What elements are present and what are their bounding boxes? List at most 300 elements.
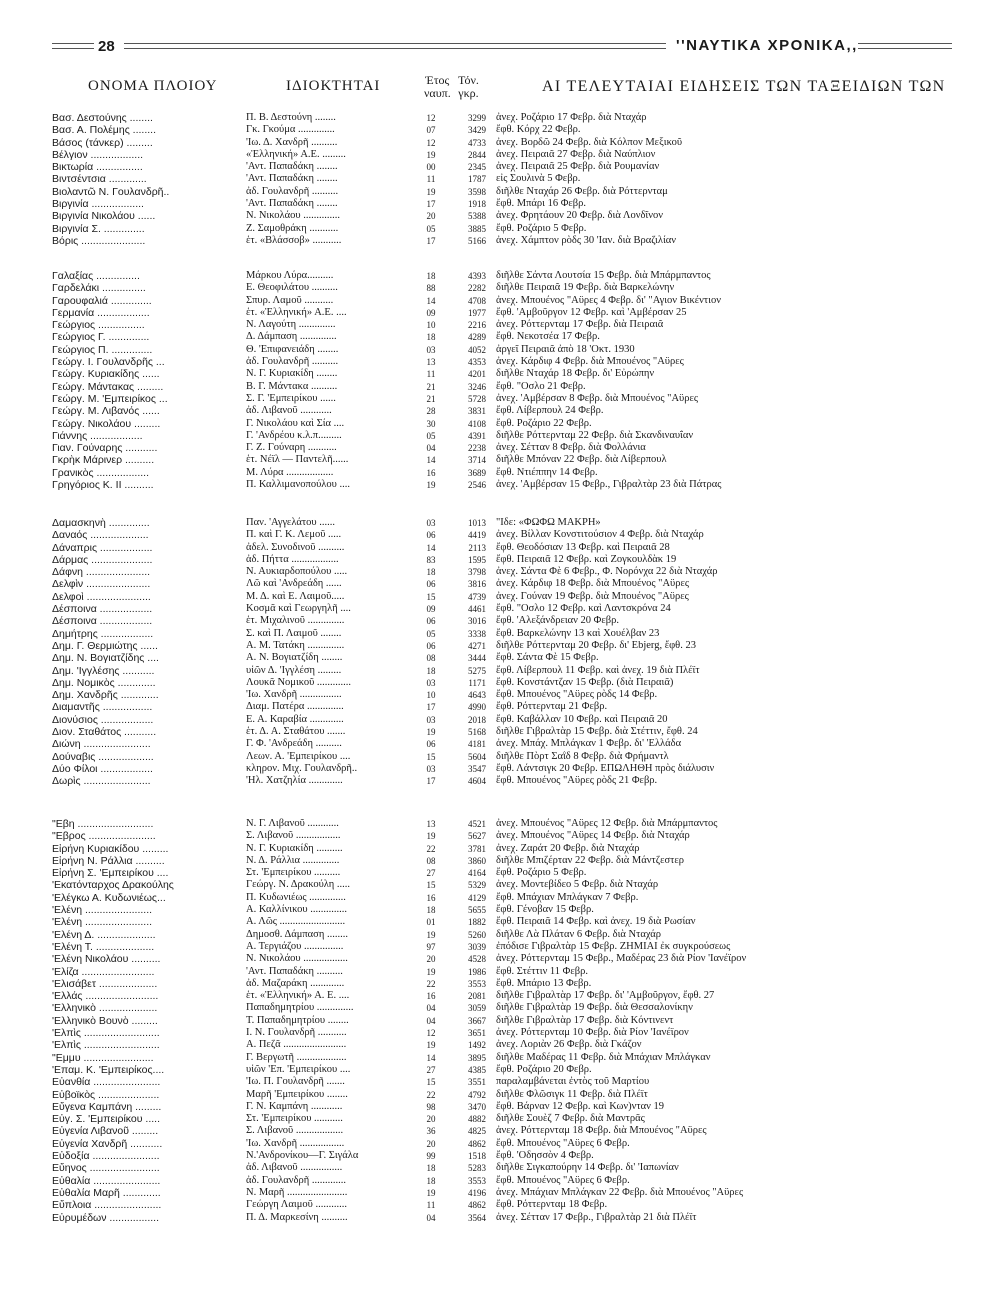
ship-owner: ἑτ. «Βλάσσοβ» ........... bbox=[246, 234, 342, 246]
ship-row bbox=[0, 1113, 1000, 1125]
ship-latest-news: ἔφθ. Καβάλλαν 10 Φεβρ. καὶ Πειραιᾶ 20 bbox=[496, 713, 668, 725]
ship-name: Διαμαντῆς ................. bbox=[52, 701, 153, 714]
column-header-year-bottom: ναυπ. bbox=[424, 86, 451, 100]
ship-tonnage: 4461 bbox=[468, 604, 486, 615]
ship-name: Εὐρυμέδων ................. bbox=[52, 1211, 159, 1224]
ship-year-built: 19 bbox=[426, 929, 436, 940]
ship-owner: υἱῶν 'Επ. 'Εμπειρίκου .... bbox=[246, 1063, 351, 1075]
ship-year-built: 15 bbox=[426, 1077, 436, 1088]
ship-tonnage: 3470 bbox=[468, 1101, 486, 1112]
ship-year-built: 17 bbox=[426, 776, 436, 787]
column-header-tons-bottom: γκρ. bbox=[458, 86, 479, 100]
ship-tonnage: 2113 bbox=[468, 542, 486, 553]
ship-latest-news: ἀργεῖ Πειραιᾶ ἀπὸ 18 'Οκτ. 1930 bbox=[496, 343, 635, 355]
ship-owner: 'Ηλ. Χατζηλία ............. bbox=[246, 775, 343, 787]
ship-latest-news: ἀνεχ. Μπάχ. Μπλάγκαν 1 Φεβρ. δι' 'Ελλάδα bbox=[496, 738, 682, 750]
ship-row bbox=[0, 137, 1000, 149]
ship-owner: Π. καὶ Γ. Κ. Λεμοῦ ..... bbox=[246, 529, 342, 541]
ship-row bbox=[0, 941, 1000, 953]
ship-name: 'Ελπὶς .......................... bbox=[52, 1027, 160, 1040]
ship-row bbox=[0, 867, 1000, 879]
ship-tonnage: 3885 bbox=[468, 223, 486, 234]
ship-owner: Σ. Λιβανοῦ .................. bbox=[246, 1125, 344, 1137]
ship-row bbox=[0, 198, 1000, 210]
ship-year-built: 18 bbox=[426, 1163, 436, 1174]
ship-name: Δέσποινα .................. bbox=[52, 603, 153, 616]
ship-row bbox=[0, 1039, 1000, 1051]
ship-name: Εἰρήνη Κυριακίδου ......... bbox=[52, 842, 169, 855]
ship-tonnage: 5168 bbox=[468, 727, 486, 738]
ship-owner: κληρον. Μιχ. Γουλανδρῆ.. bbox=[246, 762, 358, 774]
ship-tonnage: 3553 bbox=[468, 978, 486, 989]
ship-latest-news: ἔφθ. Ρόττερνταμ 21 Φεβρ. bbox=[496, 701, 608, 713]
ship-row bbox=[0, 904, 1000, 916]
ship-row bbox=[0, 701, 1000, 713]
ship-tonnage: 2216 bbox=[468, 320, 486, 331]
ship-tonnage: 4990 bbox=[468, 702, 486, 713]
ship-name: Δάναπρις .................. bbox=[52, 541, 153, 554]
ship-year-built: 22 bbox=[426, 978, 436, 989]
ship-row bbox=[0, 640, 1000, 652]
ship-latest-news: ἀνεχ. Μπουένος "Αϋρες 14 Φεβρ. διὰ Νταχάρ bbox=[496, 830, 690, 842]
ship-tonnage: 4604 bbox=[468, 776, 486, 787]
ship-year-built: 18 bbox=[426, 1175, 436, 1186]
ship-year-built: 16 bbox=[426, 467, 436, 478]
ship-name: Εἰρήνη Σ. 'Εμπειρίκου .... bbox=[52, 867, 169, 880]
ship-name: Δέσποινα .................. bbox=[52, 615, 153, 628]
ship-latest-news: διῆλθε Φλῶσιγκ 11 Φεβρ. διὰ Πλέϊτ bbox=[496, 1088, 648, 1100]
ship-name: Δημήτρης .................. bbox=[52, 627, 154, 640]
ship-row bbox=[0, 1052, 1000, 1064]
ship-owner: Ε. Α. Καραβία ............. bbox=[246, 713, 344, 725]
header-rule-middle bbox=[124, 43, 666, 49]
ship-name: Βιργινία .................. bbox=[52, 198, 144, 211]
ship-year-built: 03 bbox=[426, 518, 436, 528]
ship-owner: Λουκᾶ Νομικοῦ ............. bbox=[246, 676, 352, 688]
ship-latest-news: διῆλθε Γιβραλτὰρ 17 Φεβρ. δι' 'Αμβοῦργον, ἔφθ. 27 bbox=[496, 990, 715, 1002]
ship-row bbox=[0, 892, 1000, 904]
ship-tonnage: 4882 bbox=[468, 1114, 486, 1125]
ship-row bbox=[0, 295, 1000, 307]
ship-name: Βασ. Δεστούνης ........ bbox=[52, 112, 153, 124]
ship-name: Βασ. Α. Πολέμης ........ bbox=[52, 124, 157, 137]
ship-owner: Ν. Γ. Κυριακίδη ........ bbox=[246, 368, 338, 380]
ship-row bbox=[0, 542, 1000, 554]
ship-year-built: 21 bbox=[426, 393, 436, 404]
ship-tonnage: 5260 bbox=[468, 929, 486, 940]
ship-latest-news: ἀνεχ. Πειραιᾶ 27 Φεβρ. διὰ Ναύπλιον bbox=[496, 148, 656, 160]
ship-row bbox=[0, 578, 1000, 590]
ship-tonnage: 2081 bbox=[468, 991, 486, 1002]
ship-owner: Ι. Ν. Γουλανδρῆ ........... bbox=[246, 1027, 347, 1039]
ship-owner: ἑτ. Νέϊλ — Παντελῆ...... bbox=[246, 454, 349, 466]
ship-name: Εἰρήνη Ν. Ράλλια .......... bbox=[52, 854, 165, 867]
ship-row bbox=[0, 1064, 1000, 1076]
ship-year-built: 11 bbox=[426, 1200, 436, 1211]
ship-year-built: 14 bbox=[426, 295, 436, 306]
ship-name: "Εμμυ ........................ bbox=[52, 1051, 154, 1064]
ship-owner: ἑτ. «Ἑλληνική» Α. Ε. .... bbox=[246, 990, 350, 1002]
ship-row bbox=[0, 479, 1000, 491]
ship-name: Βόρις ...................... bbox=[52, 234, 146, 247]
ship-owner: Α. Λῶς ......................... bbox=[246, 916, 346, 928]
ship-owner: Π. Δ. Μαρκεσίνη .......... bbox=[246, 1211, 348, 1223]
ship-tonnage: 4708 bbox=[468, 295, 486, 306]
ship-row bbox=[0, 356, 1000, 368]
ship-year-built: 05 bbox=[426, 430, 436, 441]
ship-row bbox=[0, 855, 1000, 867]
ship-row bbox=[0, 879, 1000, 891]
ship-tonnage: 4201 bbox=[468, 369, 486, 380]
ship-row bbox=[0, 186, 1000, 198]
ship-tonnage: 3689 bbox=[468, 467, 486, 478]
ship-name: "Εβη .......................... bbox=[52, 818, 154, 830]
ship-row bbox=[0, 405, 1000, 417]
ship-tonnage: 4419 bbox=[468, 530, 486, 541]
ship-year-built: 17 bbox=[426, 199, 436, 210]
ship-tonnage: 4733 bbox=[468, 137, 486, 148]
column-header-year-top: Έτος bbox=[425, 73, 450, 87]
ship-owner: 'Αντ. Παπαδάκη ........ bbox=[246, 173, 338, 185]
ship-year-built: 04 bbox=[426, 1003, 436, 1014]
ship-row bbox=[0, 818, 1000, 830]
ship-name: Διον. Σταθάτος ........... bbox=[52, 726, 157, 739]
ship-latest-news: ἔφθ. 'Αμβοῦργον 12 Φεβρ. καὶ 'Αμβέρσαν 25 bbox=[496, 306, 687, 318]
ship-latest-news: ἔφθ. Βαρκελώνην 13 καὶ Χουέλβαν 23 bbox=[496, 627, 660, 639]
ship-name: Εὔγενα Καμπάνη ......... bbox=[52, 1100, 162, 1113]
ship-owner: 'Αντ. Παπαδάκη .......... bbox=[246, 965, 343, 977]
ship-year-built: 01 bbox=[426, 917, 436, 928]
magazine-title: ''ΝΑΥΤΙΚΑ ΧΡΟΝΙΚΑ,, bbox=[676, 37, 858, 54]
ship-year-built: 11 bbox=[426, 369, 436, 380]
ship-latest-news: ἀνεχ. Ρόττερνταμ 15 Φεβρ., Μαδέρας 23 διὰ Ρίον 'Ιανέϊρον bbox=[496, 953, 747, 965]
ship-row bbox=[0, 1125, 1000, 1137]
ship-latest-news: ἀνεχ. Ρόττερνταμ 18 Φεβρ. διὰ Μπουένος "Αϋρες bbox=[496, 1125, 707, 1137]
ship-name: Εὔηνος ........................ bbox=[52, 1162, 160, 1175]
ship-owner: Α. Ν. Βογιατζίδη ........ bbox=[246, 652, 343, 664]
ship-year-built: 05 bbox=[426, 223, 436, 234]
ship-latest-news: διῆλθε Ρόττερνταμ 22 Φεβρ. διὰ Σκανδιναυΐαν bbox=[496, 429, 694, 441]
ship-owner: Γ. Νικολάου καὶ Σία .... bbox=[246, 417, 345, 429]
ship-tonnage: 4129 bbox=[468, 892, 486, 903]
ship-tonnage: 4271 bbox=[468, 640, 486, 651]
ship-row bbox=[0, 566, 1000, 578]
ship-owner: Μ. Δ. καὶ Ε. Λαιμοῦ..... bbox=[246, 590, 345, 602]
ship-name: Βιολαντῶ Ν. Γουλανδρῆ.. bbox=[52, 185, 170, 198]
ship-row bbox=[0, 689, 1000, 701]
ship-year-built: 13 bbox=[426, 819, 436, 829]
ship-owner: Μάρκου Λύρα.......... bbox=[246, 270, 334, 281]
ship-tonnage: 3781 bbox=[468, 843, 486, 854]
ship-name: 'Ελπὶς .......................... bbox=[52, 1039, 160, 1052]
column-header-tons-top: Τόν. bbox=[458, 73, 479, 87]
ship-latest-news: ἔφθ. Ρόττερνταμ 18 Φεβρ. bbox=[496, 1199, 608, 1211]
ship-row bbox=[0, 554, 1000, 566]
ship-name: Βικτωρία ................ bbox=[52, 161, 143, 174]
ship-row bbox=[0, 430, 1000, 442]
ship-row bbox=[0, 1199, 1000, 1211]
ship-owner: Κοσμᾶ καὶ Γεωργηλῆ .... bbox=[246, 603, 351, 615]
ship-group bbox=[0, 818, 1000, 1224]
ship-year-built: 97 bbox=[426, 941, 436, 952]
ship-latest-news: ἀνεχ. Λοριὰν 26 Φεβρ. διὰ Γκάζον bbox=[496, 1039, 642, 1051]
ship-year-built: 06 bbox=[426, 579, 436, 590]
ship-owner: Β. Γ. Μάντακα .......... bbox=[246, 380, 338, 392]
ship-owner: 'Ιω. Δ. Χανδρῆ .......... bbox=[246, 136, 338, 148]
ship-tonnage: 3444 bbox=[468, 653, 486, 664]
ship-owner: Γεώργη Λαιμοῦ ............ bbox=[246, 1199, 347, 1211]
ship-row bbox=[0, 344, 1000, 356]
ship-latest-news: διῆλθε Σιγκαπούρην 14 Φεβρ. δι' 'Ιαπωνίαν bbox=[496, 1162, 679, 1174]
ship-owner: Δ. Δάμπαση .............. bbox=[246, 331, 337, 343]
ship-tonnage: 3016 bbox=[468, 616, 486, 627]
ship-row bbox=[0, 628, 1000, 640]
ship-year-built: 08 bbox=[426, 855, 436, 866]
ship-row bbox=[0, 978, 1000, 990]
ship-latest-news: ἔφθ. Ροζάριο 22 Φεβρ. bbox=[496, 417, 592, 429]
ship-row bbox=[0, 843, 1000, 855]
ship-owner: Γ. Ν. Καμπάνη ............ bbox=[246, 1100, 343, 1112]
ship-tonnage: 4393 bbox=[468, 271, 486, 281]
header-rule-left bbox=[52, 43, 94, 49]
ship-row bbox=[0, 966, 1000, 978]
ship-year-built: 10 bbox=[426, 690, 436, 701]
page-number: 28 bbox=[98, 38, 115, 55]
ship-year-built: 06 bbox=[426, 739, 436, 750]
ship-owner: 'Ιω. Χανδρῆ ................. bbox=[246, 1137, 345, 1149]
ship-year-built: 19 bbox=[426, 149, 436, 160]
ship-name: Διονύσιος .................. bbox=[52, 713, 154, 726]
ship-latest-news: "Ιδε: «ΦΩΦΩ ΜΑΚΡΗ» bbox=[496, 517, 601, 528]
ship-name: Γιαν. Γούναρης ........... bbox=[52, 442, 158, 455]
ship-name: Δωρὶς ....................... bbox=[52, 775, 151, 788]
ship-tonnage: 1518 bbox=[468, 1151, 486, 1162]
ship-year-built: 17 bbox=[426, 235, 436, 246]
ship-latest-news: ἀνεχ. Σέτταν 17 Φεβρ., Γιβραλτὰρ 21 διὰ Πλέϊτ bbox=[496, 1211, 697, 1223]
ship-year-built: 08 bbox=[426, 653, 436, 664]
ship-tonnage: 3651 bbox=[468, 1028, 486, 1039]
ship-tonnage: 3547 bbox=[468, 763, 486, 774]
ship-row bbox=[0, 112, 1000, 124]
ship-tonnage: 2546 bbox=[468, 480, 486, 491]
ship-row bbox=[0, 591, 1000, 603]
ship-row bbox=[0, 615, 1000, 627]
ship-latest-news: ἔφθ. 'Αλεξάνδρειαν 20 Φεβρ. bbox=[496, 615, 619, 627]
ship-owner: ἀδ. Λιβανοῦ ............ bbox=[246, 405, 332, 417]
ship-latest-news: ἔφθ. Μπουένος "Αϋρες 6 Φεβρ. bbox=[496, 1137, 630, 1149]
ship-tonnage: 4739 bbox=[468, 591, 486, 602]
ship-row bbox=[0, 161, 1000, 173]
ship-latest-news: ἔφθ. Ροζάριο 5 Φεβρ. bbox=[496, 867, 587, 879]
ship-tonnage: 4391 bbox=[468, 430, 486, 441]
ship-group bbox=[0, 112, 1000, 247]
ship-name: Δάφνη ...................... bbox=[52, 566, 151, 579]
ship-tonnage: 1013 bbox=[468, 518, 486, 528]
ship-tonnage: 3860 bbox=[468, 855, 486, 866]
ship-row bbox=[0, 714, 1000, 726]
ship-latest-news: ἔφθ. Μπουένος "Αϋρες ρὸδς 21 Φεβρ. bbox=[496, 775, 658, 787]
ship-tonnage: 1918 bbox=[468, 199, 486, 210]
ship-name: Δαμασκηνὴ .............. bbox=[52, 517, 150, 529]
ship-tonnage: 4862 bbox=[468, 1138, 486, 1149]
ship-tonnage: 5388 bbox=[468, 211, 486, 222]
ship-owner: Ν. Λαγούτη .............. bbox=[246, 319, 336, 331]
ship-year-built: 99 bbox=[426, 1151, 436, 1162]
ship-latest-news: ἔφθ. Ροζάριο 5 Φεβρ. bbox=[496, 222, 587, 234]
ship-year-built: 06 bbox=[426, 640, 436, 651]
ship-name: Βέλγιον .................. bbox=[52, 148, 144, 161]
ship-year-built: 03 bbox=[426, 344, 436, 355]
ship-row bbox=[0, 282, 1000, 294]
ship-tonnage: 4052 bbox=[468, 344, 486, 355]
ship-tonnage: 3429 bbox=[468, 125, 486, 136]
ship-tonnage: 4528 bbox=[468, 954, 486, 965]
ship-name: Γαρουφαλιά .............. bbox=[52, 294, 152, 307]
ship-year-built: 19 bbox=[426, 1187, 436, 1198]
ship-latest-news: ἀνεχ. Μπάχιαν Μπλάγκαν 22 Φεβρ. διὰ Μπουένος "Αϋρες bbox=[496, 1186, 744, 1198]
ship-name: Γεώργιος ................ bbox=[52, 319, 145, 332]
ship-latest-news: ἀνεχ. 'Αμβέρσαν 15 Φεβρ., Γιβραλτὰρ 23 διὰ Πάτρας bbox=[496, 479, 722, 491]
ship-owner: ἀδ. Πήττα .................. bbox=[246, 553, 339, 565]
ship-latest-news: διῆλθε Γιβραλτὰρ 17 Φεβρ. διὰ Κόντινεντ bbox=[496, 1014, 674, 1026]
ship-tonnage: 5283 bbox=[468, 1163, 486, 1174]
ship-name: 'Ελένη ....................... bbox=[52, 904, 153, 917]
ship-tonnage: 3246 bbox=[468, 381, 486, 392]
ship-name: Εὐθαλία ....................... bbox=[52, 1174, 161, 1187]
ship-name: Γρανικὸς .................. bbox=[52, 466, 149, 479]
ship-owner: Παπαδημητρίου .............. bbox=[246, 1002, 354, 1014]
ship-row bbox=[0, 467, 1000, 479]
ship-latest-news: ἔφθ. Λίβερπουλ 24 Φεβρ. bbox=[496, 405, 604, 417]
ship-tonnage: 4643 bbox=[468, 690, 486, 701]
ship-year-built: 03 bbox=[426, 763, 436, 774]
ship-owner: ἀδελ. Συνοδινοῦ .......... bbox=[246, 541, 345, 553]
ship-name: Γεώργ. Νικολάου ......... bbox=[52, 417, 161, 430]
ship-name: Δελφὶν ...................... bbox=[52, 578, 151, 591]
ship-tonnage: 4825 bbox=[468, 1126, 486, 1137]
ship-tonnage: 3299 bbox=[468, 113, 486, 123]
ship-tonnage: 4353 bbox=[468, 357, 486, 368]
ship-year-built: 30 bbox=[426, 418, 436, 429]
ship-name: Γεώργιος Γ. .............. bbox=[52, 331, 150, 344]
ship-year-built: 09 bbox=[426, 307, 436, 318]
ship-owner: Μ. Λύρα .................. bbox=[246, 466, 334, 478]
ship-name: Δαναός .................... bbox=[52, 529, 149, 542]
ship-tonnage: 5166 bbox=[468, 235, 486, 246]
ship-latest-news: ἀνεχ. Βορδῶ 24 Φεβρ. διὰ Κόλπον Μεξικοῦ bbox=[496, 136, 683, 148]
ship-tonnage: 3059 bbox=[468, 1003, 486, 1014]
ship-owner: Ν.'Ανδρονίκου—Γ. Σιγάλα bbox=[246, 1150, 359, 1162]
ship-tonnage: 5604 bbox=[468, 751, 486, 762]
ship-owner: Στ. 'Εμπειρίκου .......... bbox=[246, 867, 341, 879]
ship-owner: Ν. Γ. Κυριακίδη .......... bbox=[246, 842, 343, 854]
ship-tonnage: 4108 bbox=[468, 418, 486, 429]
ship-row bbox=[0, 916, 1000, 928]
ship-latest-news: ἔφθ. Στέττιν 11 Φεβρ. bbox=[496, 965, 588, 977]
ship-name: 'Ελένη ....................... bbox=[52, 916, 153, 929]
ship-owner: Α. Πεζᾶ ........................ bbox=[246, 1039, 347, 1051]
ship-name: Δούναβις ................... bbox=[52, 750, 154, 763]
ship-name: Εὐγενία Χανδρῆ ........... bbox=[52, 1137, 163, 1150]
ship-tonnage: 5627 bbox=[468, 831, 486, 842]
ship-latest-news: ἀνεχ. Κάρδιφ 4 Φεβρ. διὰ Μπουένος "Αϋρες bbox=[496, 356, 684, 368]
ship-latest-news: ἔφθ. Θεοδόσιαν 13 Φεβρ. καὶ Πειραιᾶ 28 bbox=[496, 541, 670, 553]
ship-row bbox=[0, 319, 1000, 331]
ship-latest-news: εἰς Σουλινὰ 5 Φεβρ. bbox=[496, 173, 581, 185]
ship-latest-news: ἀνεχ. Βίλλαν Κονστιτούσιον 4 Φεβρ. διὰ Νταχάρ bbox=[496, 529, 704, 541]
ship-name: Εὐγενία Λιβανοῦ ......... bbox=[52, 1125, 159, 1138]
ship-latest-news: ἐπόδισε Γιβραλτὰρ 15 Φεβρ. ΖΗΜΙΑΙ ἐκ συγκρούσεως bbox=[496, 940, 731, 952]
ship-row bbox=[0, 223, 1000, 235]
ship-year-built: 19 bbox=[426, 186, 436, 197]
ship-name: Δημ. Χανδρῆς ............. bbox=[52, 689, 159, 702]
ship-name: 'Ελένη Δ. .................... bbox=[52, 928, 156, 941]
ship-latest-news: ἀνεχ. Χάμπτον ρὸδς 30 'Ιαν. διὰ Βραζιλίαν bbox=[496, 234, 677, 246]
ship-year-built: 04 bbox=[426, 443, 436, 454]
ship-latest-news: ἔφθ. Πειραιᾶ 14 Φεβρ. καὶ ἀνεχ. 19 διὰ Ρωσίαν bbox=[496, 916, 696, 928]
ship-year-built: 21 bbox=[426, 381, 436, 392]
ship-owner: Α. Καλλίνικου .............. bbox=[246, 904, 347, 916]
ship-owner: Δημοσθ. Δάμπαση ........ bbox=[246, 928, 348, 940]
ship-tonnage: 1492 bbox=[468, 1040, 486, 1051]
ship-year-built: 07 bbox=[426, 125, 436, 136]
ship-owner: 'Αντ. Παπαδάκη ........ bbox=[246, 198, 338, 210]
ship-tonnage: 3831 bbox=[468, 406, 486, 417]
ship-tonnage: 4196 bbox=[468, 1187, 486, 1198]
ship-year-built: 19 bbox=[426, 727, 436, 738]
ship-owner: Γκ. Γκούμα .............. bbox=[246, 124, 335, 136]
ship-owner: 'Ιω. Π. Γουλανδρῆ ....... bbox=[246, 1076, 345, 1088]
ship-owner: Ν. Δ. Ράλλια .............. bbox=[246, 854, 340, 866]
ship-year-built: 03 bbox=[426, 714, 436, 725]
ship-name: Γεώργ. Μ. Λιβανός ...... bbox=[52, 405, 160, 418]
ship-tonnage: 4289 bbox=[468, 332, 486, 343]
ship-year-built: 27 bbox=[426, 1064, 436, 1075]
ship-year-built: 10 bbox=[426, 320, 436, 331]
ship-tonnage: 1986 bbox=[468, 966, 486, 977]
ship-owner: ἀδ. Μαζαράκη ............. bbox=[246, 977, 345, 989]
ship-name: Γαλαξίας ............... bbox=[52, 270, 140, 282]
ship-row bbox=[0, 665, 1000, 677]
ship-row bbox=[0, 418, 1000, 430]
ship-latest-news: ἔφθ. Βάρναν 12 Φεβρ. καὶ Κων)νταν 19 bbox=[496, 1100, 664, 1112]
ship-latest-news: ἀνεχ. Σάντα Φὲ 6 Φεβρ., Φ. Νορόνχα 22 διὰ Νταχάρ bbox=[496, 566, 718, 578]
ship-latest-news: ἀνεχ. Πειραιᾶ 25 Φεβρ. διὰ Ρουμανίαν bbox=[496, 161, 660, 173]
ship-year-built: 11 bbox=[426, 174, 436, 185]
ship-latest-news: διῆλθε Πειραιᾶ 19 Φεβρ. διὰ Βαρκελώνην bbox=[496, 282, 675, 294]
column-header-latest-news: ΑΙ ΤΕΛΕΥΤΑΙΑΙ ΕΙΔΗΣΕΙΣ ΤΩΝ ΤΑΞΕΙΔΙΩΝ ΤΩΝ bbox=[542, 78, 946, 95]
ship-year-built: 19 bbox=[426, 966, 436, 977]
ship-name: Εὐανθία ....................... bbox=[52, 1076, 161, 1089]
ship-owner: ἑτ. «Ἑλληνική» Α.Ε. .... bbox=[246, 306, 347, 318]
ship-owner: Γ. 'Ανδρέου κ.λ.π......... bbox=[246, 429, 342, 441]
ship-tonnage: 5728 bbox=[468, 393, 486, 404]
ship-owner: Γ. Βεργωτῆ ................... bbox=[246, 1051, 347, 1063]
ship-year-built: 06 bbox=[426, 616, 436, 627]
ship-group bbox=[0, 270, 1000, 491]
ship-latest-news: ἀνεχ. Μπουένος "Αϋρες 12 Φεβρ. διὰ Μπάρμπαντος bbox=[496, 818, 718, 829]
ship-row bbox=[0, 763, 1000, 775]
ship-name: 'Επαμ. Κ. 'Εμπειρίκος.... bbox=[52, 1063, 165, 1076]
ship-tonnage: 3564 bbox=[468, 1212, 486, 1223]
ship-row bbox=[0, 1138, 1000, 1150]
ship-year-built: 14 bbox=[426, 1052, 436, 1063]
ship-year-built: 15 bbox=[426, 591, 436, 602]
ship-latest-news: διῆλθε Μπόναν 22 Φεβρ. διὰ Λίβερπουλ bbox=[496, 454, 667, 466]
ship-tonnage: 1882 bbox=[468, 917, 486, 928]
ship-tonnage: 4862 bbox=[468, 1200, 486, 1211]
ship-latest-news: διῆλθε Σάντα Λουτσία 15 Φεβρ. διὰ Μπάρμπαντος bbox=[496, 270, 711, 281]
